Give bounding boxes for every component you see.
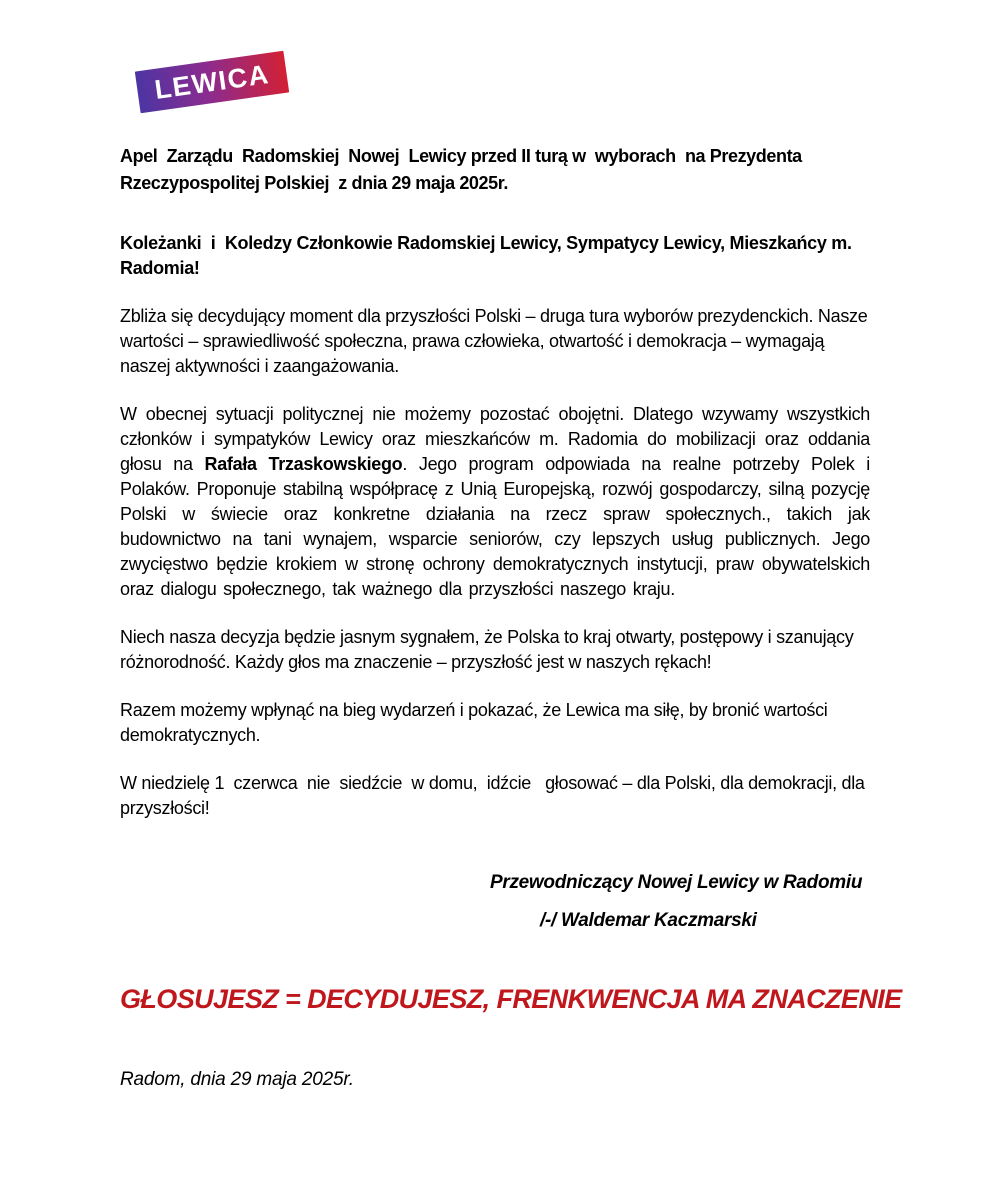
lewica-logo xyxy=(135,51,289,113)
paragraph-2 xyxy=(120,402,870,602)
document-content xyxy=(0,53,997,1092)
slogan: GŁOSUJESZ = DECYDUJESZ, FRENKWENCJA MA ZNACZENIE xyxy=(120,984,902,1014)
lewica-logo-text: LEWICA xyxy=(152,58,272,105)
paragraph-3: Niech nasza decyzja będzie jasnym sygnałem, że Polska to kraj otwarty, postępowy i szanujący różnorodność. Każdy głos ma znaczenie – przyszłość jest w naszych rękach! xyxy=(120,627,859,672)
date-line: Radom, dnia 29 maja 2025r. xyxy=(120,1069,354,1090)
logo-area xyxy=(120,53,870,111)
paragraph-4: Razem możemy wpłynąć na bieg wydarzeń i pokazać, że Lewica ma siłę, by bronić wartości demokratycznych. xyxy=(120,700,833,745)
candidate-name: Rafała Trzaskowskiego xyxy=(204,454,403,474)
paragraph-2-after: . Jego program odpowiada na realne potrzeby Polek i Polaków. Proponuje stabilną współpracę z Unią Europejską, rozwój gospodarczy, silną pozycję Polski w świecie oraz konkretne działania na rzecz spraw społecznych., takich jak budownictwo na tani wynajem, wsparcie seniorów, czy lepszych usług publicznych. Jego zwycięstwo będzie krokiem w stronę ochrony demokratycznych instytucji, praw obywatelskich oraz dialogu społecznego, tak ważnego dla przyszłości naszego kraju. xyxy=(120,454,870,599)
document-title: Apel Zarządu Radomskiej Nowej Lewicy przed II turą w wyborach na Prezydenta Rzeczypospolitej Polskiej z dnia 29 maja 2025r. xyxy=(120,146,811,193)
paragraph-5: W niedzielę 1 czerwca nie siedźcie w domu, idźcie głosować – dla Polski, dla demokracji, dla przyszłości! xyxy=(120,773,870,818)
signature-name: /-/ Waldemar Kaczmarski xyxy=(540,910,757,931)
salutation: Koleżanki i Koledzy Członkowie Radomskiej Lewicy, Sympatycy Lewicy, Mieszkańcy m. Radomia! xyxy=(120,233,857,278)
signature-title: Przewodniczący Nowej Lewicy w Radomiu xyxy=(490,872,863,893)
paragraph-2-before: W obecnej sytuacji politycznej nie możemy pozostać obojętni. Dlatego wzywamy wszystkich członków i sympatyków Lewicy oraz mieszkańców m. Radomia do mobilizacji oraz oddania głosu na xyxy=(120,404,870,474)
paragraph-1: Zbliża się decydujący moment dla przyszłości Polski – druga tura wyborów prezydenckich. Nasze wartości – sprawiedliwość społeczna, prawa człowieka, otwartość i demokracja – wymagają naszej aktywności i zaangażowania. xyxy=(120,306,873,376)
